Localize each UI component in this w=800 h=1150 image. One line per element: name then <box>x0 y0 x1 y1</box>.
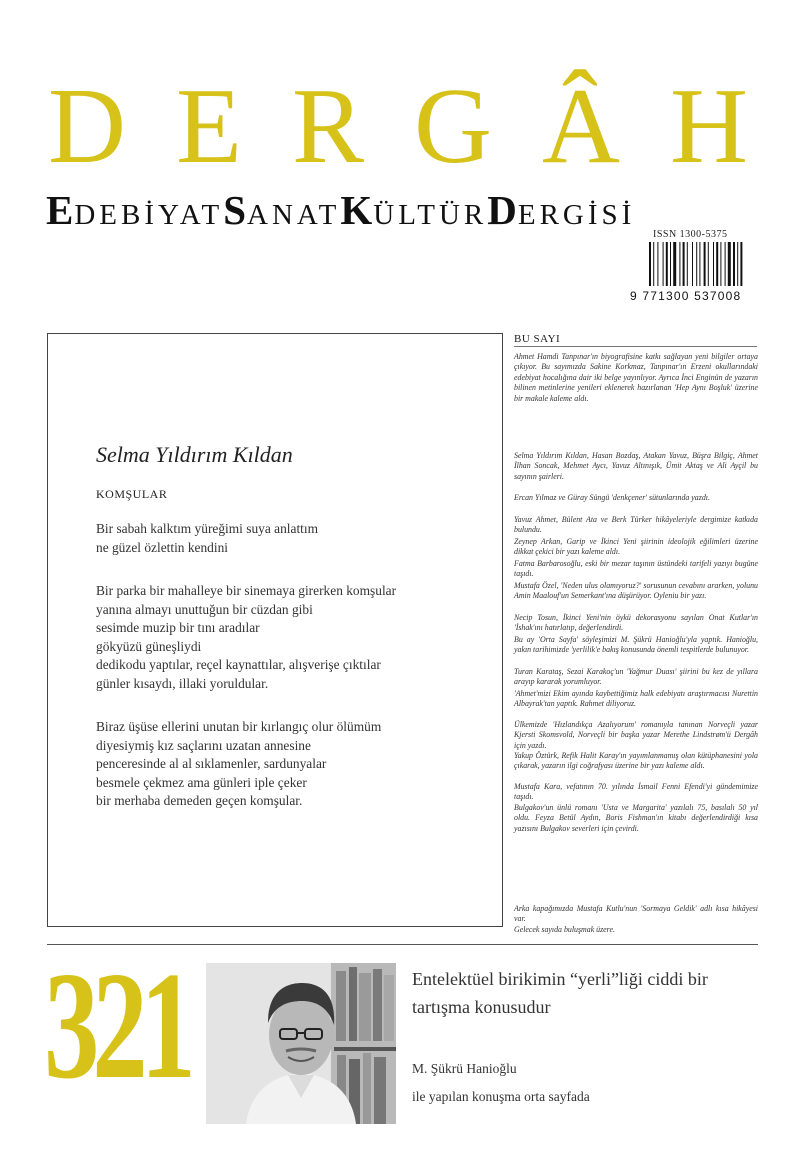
bu-sayi-paragraph: Bulgakov'un ünlü romanı 'Usta ve Margarita' yazılalı 75, basılalı 50 yıl oldu. Feyza Betül Aydın, Boris Fishman'ın kitabı değerlendirdiği kısa yazısını Bulgakov severleri için çevirdi. <box>514 803 758 833</box>
bu-sayi-paragraph: Mustafa Özel, 'Neden ulus olamıyoruz?' sorusunun cevabını ararken, yolunu Amin Maalouf'un Semerkant'ına düşürüyor. Oyleniu bir yazı. <box>514 581 758 601</box>
feature-note: ile yapılan konuşma orta sayfada <box>412 1089 590 1104</box>
bu-sayi-paragraph: Zeynep Arkan, Garip ve İkinci Yeni şiirinin ideolojik eğilimleri üzerine dikkat çekici bir yazı kaleme aldı. <box>514 537 758 557</box>
poem-line: sesimde muzip bir tını aradılar <box>96 620 260 635</box>
bu-sayi-paragraph: Yakup Öztürk, Refik Halit Karay'ın yayımlanmamış olan kütüphanesini yola çıkarak, yazarın ilgi coğrafyası üzerine bir yazı kaleme aldı. <box>514 751 758 771</box>
barcode-icon <box>648 242 758 286</box>
bu-sayi-paragraph: Gelecek sayıda buluşmak üzere. <box>514 925 615 934</box>
bu-sayi-paragraph: Ülkemizde 'Hızlandıkça Azalıyorum' romanıyla tanınan Norveçli yazar Kjersti Skomsvold, Norveçli bir başka yazar Merethe Lindstrøm'ü Dergâh için yazdı. <box>514 720 758 750</box>
poem-line: Biraz üşüse ellerini unutan bir kırlangıç olur ölümüm <box>96 719 382 734</box>
bu-sayi-paragraph: Mustafa Kara, vefatının 70. yılında İsmail Fenni Efendi'yi gündemimize taşıdı. <box>514 782 758 802</box>
poem-line: penceresinde al al sıklamenler, sardunyalar <box>96 756 327 771</box>
bu-sayi-paragraph: Bu ay 'Orta Sayfa' söyleşimizi M. Şükrü Hanioğlu'yla yaptık. Hanioğlu, yakın tarihimizde 'yerlilik'e bakış konusunda önemli tespitlerde bulunuyor. <box>514 635 758 655</box>
subtitle-initial: E <box>46 187 75 233</box>
feature-person: M. Şükrü Hanioğlu <box>412 1061 517 1076</box>
bu-sayi-paragraph: Fatma Barbarosoğlu, eski bir mezar taşının üstündeki tarifeli yazıyı bugüne taşıdı. <box>514 559 758 579</box>
poem-title: KOMŞULAR <box>96 487 168 501</box>
poem-line: Bir parka bir mahalleye bir sinemaya girerken komşular <box>96 583 397 598</box>
bu-sayi-paragraph: 'Ahmet'mizi Ekim ayında kaybettiğimiz halk edebiyatı araştırmacısı Nurettin Albayrak'tan yaptık. Rahmet diliyoruz. <box>514 689 758 709</box>
bu-sayi-paragraph: Yavuz Ahmet, Bülent Ata ve Berk Türker hikâyeleriyle dergimize katkıda bulundu. <box>514 515 758 535</box>
poem-line: dedikodu yaptılar, reçel kaynattılar, alışverişe çıktılar <box>96 657 381 672</box>
poem-box <box>47 333 503 927</box>
feature-headline: Entelektüel birikimin “yerli”liği ciddi bir tartışma konusudur <box>412 969 708 1017</box>
bu-sayi-paragraph: Turan Karataş, Sezai Karakoç'un 'Yağmur Duası' şiirini bu kez de yıllara arayıp kararak yorumluyor. <box>514 667 758 687</box>
bu-sayi-title: BU SAYI <box>514 333 561 345</box>
author-photo <box>206 963 396 1124</box>
subtitle-initial: K <box>340 187 374 233</box>
issue-number: 321 <box>44 941 189 1111</box>
issn-label: ISSN 1300-5375 <box>653 229 728 240</box>
subtitle-initial: S <box>223 187 248 233</box>
poem-author: Selma Yıldırım Kıldan <box>96 442 293 467</box>
poem-line: Bir sabah kalktım yüreğimi suya anlattım <box>96 521 319 536</box>
subtitle-word: ERGİSİ <box>517 199 636 231</box>
poem-line: gökyüzü güneşliydi <box>96 638 202 654</box>
poem-line: besmele çekmez ama günleri iple çeker <box>96 774 307 790</box>
poem-stanza <box>96 718 381 811</box>
bu-sayi-paragraph: Necip Tosun, İkinci Yeni'nin öykü dekorasyonu sayılan Onat Kutlar'ın 'İshak'ını hatırlatıp, değerlendirdi. <box>514 613 758 633</box>
poem-line: diyesiymiş kız saçlarını uzatan annesine <box>96 737 311 753</box>
bu-sayi-paragraph: Selma Yıldırım Kıldan, Hasan Bozdaş, Atakan Yavuz, Büşra Bilgiç, Ahmet İlhan Soncak, Mehmet Aycı, Yavuz Altınışık, Ümit Aktaş ve Ali Ayçil bu sayının şairleri. <box>514 451 758 481</box>
bu-sayi-rule <box>514 346 757 347</box>
subtitle-initial: D <box>487 187 518 233</box>
poem-line: günler kısaydı, illaki yoruldular. <box>96 675 269 691</box>
subtitle-word: ÜLTÜR <box>373 199 488 231</box>
poem-stanza <box>96 520 318 557</box>
poem-stanza <box>96 582 396 693</box>
bu-sayi-paragraph: Ahmet Hamdi Tanpınar'ın biyografisine katkı sağlayan yeni bilgiler ortaya çıkıyor. Bu sayımızda Sakine Korkmaz, Tanpınar'ın Erzeni okullarındaki edebiyat hocalığına dair iki belge yayınlıyor. Ayrıca İnci Enginün de yazarın bilinen metinlerine yenileri eklenerek hazırlanan 'Hep Aynı Boşluk' üzerine bir makale kaleme aldı. <box>514 352 758 403</box>
portrait-image <box>206 963 396 1124</box>
poem-line: ne güzel özlettin kendini <box>96 539 229 555</box>
subtitle-word: ANAT <box>247 199 341 231</box>
poem-line: bir merhaba demeden geçen komşular. <box>96 793 303 808</box>
bu-sayi-paragraph: Arka kapağımızda Mustafa Kutlu'nun 'Sormaya Geldik' adlı kısa hikâyesi var. <box>514 904 758 924</box>
poem-line: yanına almayı unuttuğun bir cüzdan gibi <box>96 601 313 617</box>
bu-sayi-paragraph: Ercan Yılmaz ve Güray Süngü 'denkçener' sütunlarında yazdı. <box>514 493 710 502</box>
magazine-logo: DERGÂH <box>48 67 798 186</box>
barcode-number: 9 771300 537008 <box>630 289 742 303</box>
subtitle-word: DEBİYAT <box>74 199 224 231</box>
